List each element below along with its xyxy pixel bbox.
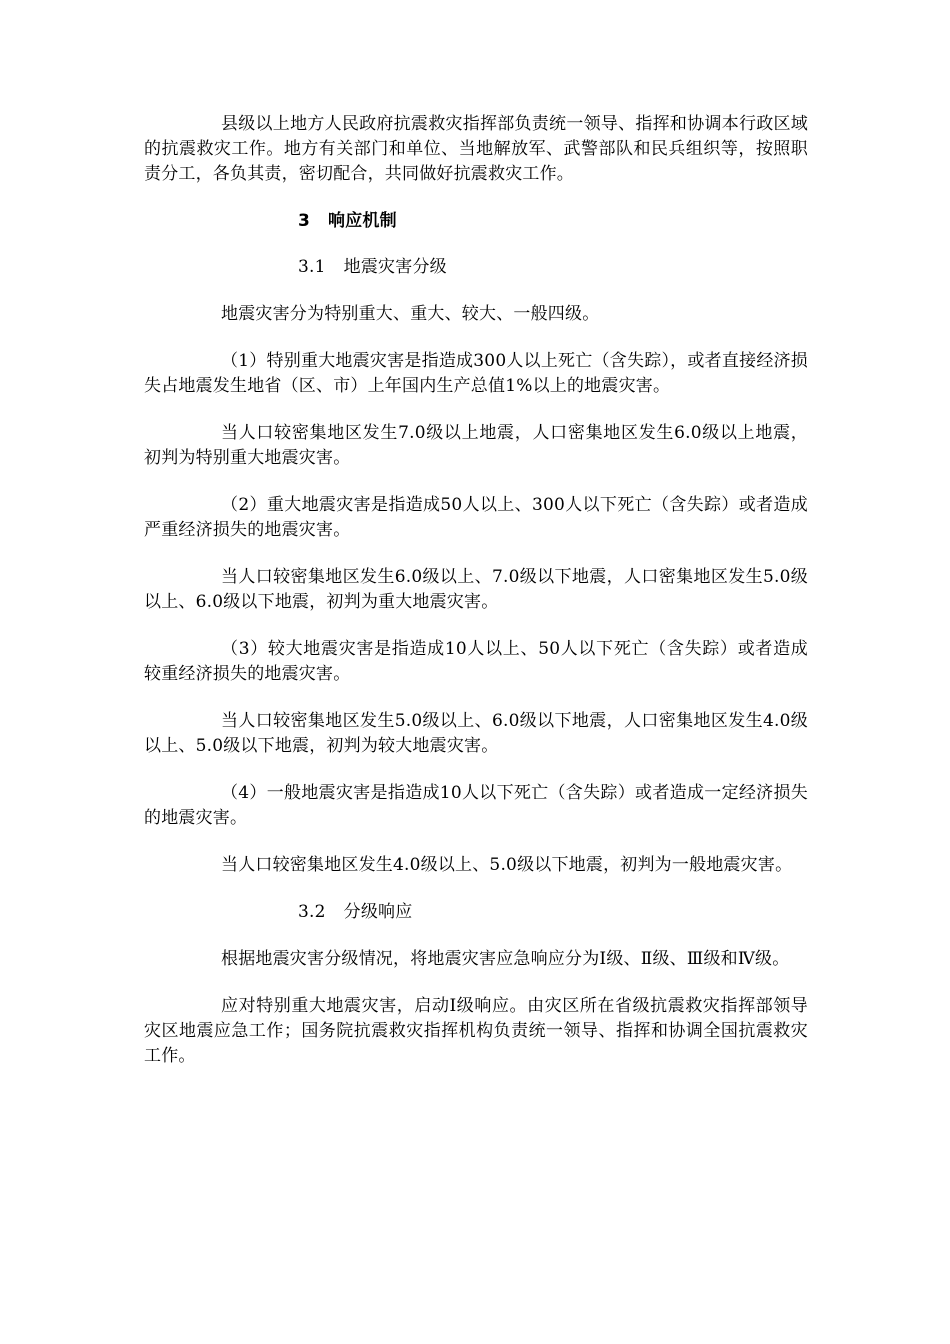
subsection-number: 3.1	[298, 257, 326, 277]
paragraph-level-1-definition: （1）特别重大地震灾害是指造成300人以上死亡（含失踪），或者直接经济损失占地震发生地省（区、市）上年国内生产总值1%以上的地震灾害。	[144, 351, 808, 396]
paragraph-level-2-magnitude: 当人口较密集地区发生6.0级以上、7.0级以下地震，人口密集地区发生5.0级以上、6.0级以下地震，初判为重大地震灾害。	[144, 567, 808, 612]
subsection-heading-graded-response	[144, 900, 808, 925]
subsection-number: 3.2	[298, 902, 326, 922]
paragraph-response-levels: 根据地震灾害分级情况，将地震灾害应急响应分为Ⅰ级、Ⅱ级、Ⅲ级和Ⅳ级。	[221, 949, 790, 969]
section-number: 3	[298, 211, 311, 231]
paragraph-local-command: 县级以上地方人民政府抗震救灾指挥部负责统一领导、指挥和协调本行政区域的抗震救灾工作。地方有关部门和单位、当地解放军、武警部队和民兵组织等，按照职责分工，各负其责，密切配合，共同做好抗震救灾工作。	[144, 114, 808, 184]
paragraph-level-4-definition: （4）一般地震灾害是指造成10人以下死亡（含失踪）或者造成一定经济损失的地震灾害。	[144, 783, 808, 828]
section-title: 响应机制	[328, 211, 397, 231]
paragraph-four-levels: 地震灾害分为特别重大、重大、较大、一般四级。	[221, 304, 600, 324]
subsection-title: 分级响应	[343, 902, 413, 922]
paragraph-level-4-magnitude: 当人口较密集地区发生4.0级以上、5.0级以下地震，初判为一般地震灾害。	[221, 855, 793, 875]
subsection-heading-classification	[144, 255, 808, 280]
paragraph-level-1-response: 应对特别重大地震灾害，启动Ⅰ级响应。由灾区所在省级抗震救灾指挥部领导灾区地震应急工作；国务院抗震救灾指挥机构负责统一领导、指挥和协调全国抗震救灾工作。	[144, 996, 808, 1066]
paragraph-level-2-definition: （2）重大地震灾害是指造成50人以上、300人以下死亡（含失踪）或者造成严重经济损失的地震灾害。	[144, 495, 808, 540]
section-heading-response-mechanism	[144, 209, 808, 234]
paragraph-level-3-magnitude: 当人口较密集地区发生5.0级以上、6.0级以下地震，人口密集地区发生4.0级以上、5.0级以下地震，初判为较大地震灾害。	[144, 711, 808, 756]
paragraph-level-1-magnitude: 当人口较密集地区发生7.0级以上地震，人口密集地区发生6.0级以上地震，初判为特别重大地震灾害。	[144, 423, 808, 468]
document-body	[144, 112, 808, 1091]
subsection-title: 地震灾害分级	[343, 257, 447, 277]
paragraph-level-3-definition: （3）较大地震灾害是指造成10人以上、50人以下死亡（含失踪）或者造成较重经济损失的地震灾害。	[144, 639, 808, 684]
